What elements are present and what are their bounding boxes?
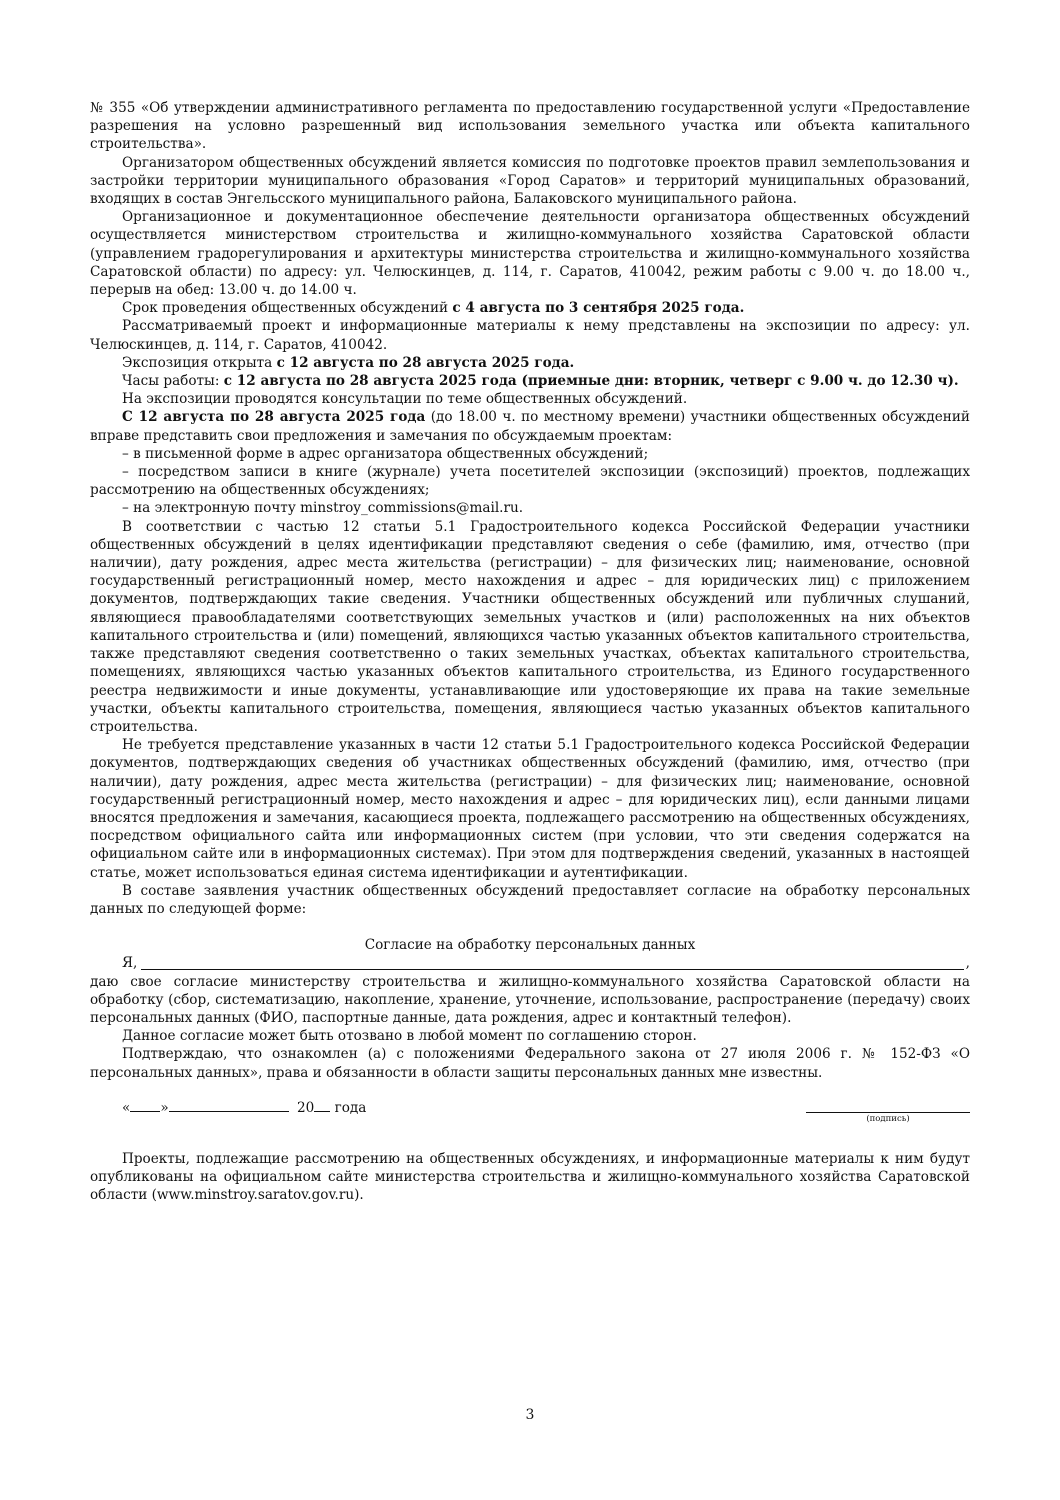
paragraph-regulation-ref: № 355 «Об утверждении административного регламента по предоставлению государственной услуги «Предоставление разрешения на условно разрешенный вид использования земельного участка или объекта капитального строительства». [90, 100, 970, 153]
consent-text: даю свое согласие министерству строительства и жилищно-коммунального хозяйства Саратовской области на обработку (сбор, систематизацию, накопление, хранение, уточнение, использование, распространение (передачу) своих персональных данных (ФИО, паспортные данные, дата рождения, адрес и контактный телефон). [90, 973, 970, 1026]
signature-blank-field[interactable] [806, 1098, 970, 1113]
month-blank-field[interactable] [169, 1098, 289, 1112]
list-item-email: – на электронную почту minstroy_commissions@mail.ru. [122, 500, 524, 517]
date-signature-row [90, 1098, 970, 1132]
paragraph-identification: В соответствии с частью 12 статьи 5.1 Градостроительного кодекса Российской Федерации участники общественных обсуждений в целях идентификации представляют сведения о себе (фамилию, имя, отчество (при наличии), дату рождения, адрес места жительства (регистрации) – для физических лиц; наименование, основной государственный регистрационный номер, место нахождения и адрес – для юридических лиц) с приложением документов, подтверждающих такие сведения. Участники общественных обсуждений или публичных слушаний, являющиеся правообладателями соответствующих земельных участков и (или) расположенных на них объектов капитального строительства и (или) помещений, являющихся частью указанных объектов капитального строительства, также представляют сведения соответственно о таких земельных участках, объектах капитального строительства, помещениях, являющихся частью указанных объектов капитального строительства, из Единого государственного реестра недвижимости и иные документы, устанавливающие или удостоверяющие их права на такие земельные участки, объекты капитального строительства, помещения, являющиеся частью указанных объектов капитального строительства. [90, 518, 970, 735]
hours-value: с 12 августа по 28 августа 2025 года (приемные дни: вторник, четверг с 9.00 ч. до 12.30 ч). [223, 373, 959, 390]
consent-name-line [90, 954, 970, 972]
period-label: Срок проведения общественных обсуждений [122, 300, 453, 317]
paragraph-consultations: На экспозиции проводятся консультации по теме общественных обсуждений. [122, 391, 688, 408]
spacer [90, 1132, 970, 1150]
year-prefix: 20 [296, 1099, 315, 1116]
consent-confirmation: Подтверждаю, что ознакомлен (а) с положениями Федерального закона от 27 июля 2006 г. № 152-ФЗ «О персональных данных», права и обязанности в области защиты персональных данных мне известны. [90, 1046, 970, 1081]
proposals-text: (до 18.00 ч. по местному времени) участники общественных обсуждений вправе представить свои предложения и замечания по обсуждаемым проектам: [90, 409, 970, 444]
paragraph-hours [90, 372, 970, 390]
period-dates: с 4 августа по 3 сентября 2025 года. [452, 300, 745, 317]
exposition-label: Экспозиция открыта [122, 354, 277, 371]
consent-ya-label: Я, [122, 955, 138, 972]
paragraph-exemption: Не требуется представление указанных в части 12 статьи 5.1 Градостроительного кодекса Российской Федерации документов, подтверждающих сведения об участниках общественных обсуждений (фамилию, имя, отчество (при наличии), дату рождения, адрес места жительства (регистрации) – для физических лиц; наименование, основной государственный регистрационный номер, место нахождения и адрес – для юридических лиц), если данными лицами вносятся предложения и замечания, касающиеся проекта, подлежащего рассмотрению на общественных обсуждениях, посредством официального сайта или информационных систем (при условии, что эти сведения содержатся на официальном сайте или в информационных системах). При этом для подтверждения сведений, указанных в настоящей статье, может использоваться единая система идентификации и аутентификации. [90, 737, 970, 881]
year-suffix: года [334, 1099, 367, 1116]
spacer [90, 918, 970, 936]
date-close-quote: » [160, 1099, 169, 1116]
year-blank-field[interactable] [314, 1098, 330, 1112]
signature-block [806, 1098, 970, 1124]
paragraph-consent-intro: В составе заявления участник общественных обсуждений предоставляет согласие на обработку персональных данных по следующей форме: [90, 882, 970, 917]
exposition-dates: с 12 августа по 28 августа 2025 года. [276, 354, 575, 371]
name-blank-field[interactable] [141, 969, 963, 970]
consent-ya-end: , [965, 955, 970, 972]
date-open-quote: « [122, 1099, 131, 1116]
list-item-journal: – посредством записи в книге (журнале) учета посетителей экспозиции (экспозиций) проектов, подлежащих рассмотрению на общественных обсуждениях; [90, 464, 970, 499]
proposals-dates: С 12 августа по 28 августа 2025 года [122, 409, 426, 426]
paragraph-period [90, 299, 970, 317]
paragraph-support: Организационное и документационное обеспечение деятельности организатора общественных обсуждений осуществляется министерством строительства и жилищно-коммунального хозяйства Саратовской области (управлением градорегулирования и архитектуры министерства строительства и жилищно-коммунального хозяйства Саратовской области) по адресу: ул. Челюскинцев, д. 114, г. Саратов, 410042, режим работы с 9.00 ч. до 18.00 ч., перерыв на обед: 13.00 ч. до 14.00 ч. [90, 209, 970, 299]
paragraph-publication: Проекты, подлежащие рассмотрению на общественных обсуждениях, и информационные материалы к ним будут опубликованы на официальном сайте министерства строительства и жилищно-коммунального хозяйства Саратовской области (www.minstroy.saratov.gov.ru). [90, 1150, 970, 1204]
list-item-written: – в письменной форме в адрес организатора общественных обсуждений; [122, 445, 649, 462]
consent-title: Согласие на обработку персональных данных [364, 937, 696, 954]
day-blank-field[interactable] [130, 1098, 160, 1112]
hours-label: Часы работы: [122, 373, 224, 390]
page-number: 3 [525, 1407, 535, 1423]
paragraph-proposals [90, 408, 970, 444]
document-body [90, 99, 970, 1204]
paragraph-organizer: Организатором общественных обсуждений является комиссия по подготовке проектов правил землепользования и застройки территории муниципального образования «Город Саратов» и территорий муниципальных образований, входящих в состав Энгельсского муниципального района, Балаковского муниципального района. [90, 154, 970, 208]
signature-caption: (подпись) [866, 1113, 910, 1124]
paragraph-exposition-address: Рассматриваемый проект и информационные материалы к нему представлены на экспозиции по адресу: ул. Челюскинцев, д. 114, г. Саратов, 410042. [90, 318, 970, 353]
consent-revocation: Данное согласие может быть отозвано в любой момент по соглашению сторон. [122, 1028, 697, 1045]
date-blank [122, 1098, 366, 1117]
paragraph-exposition-open [90, 354, 970, 372]
